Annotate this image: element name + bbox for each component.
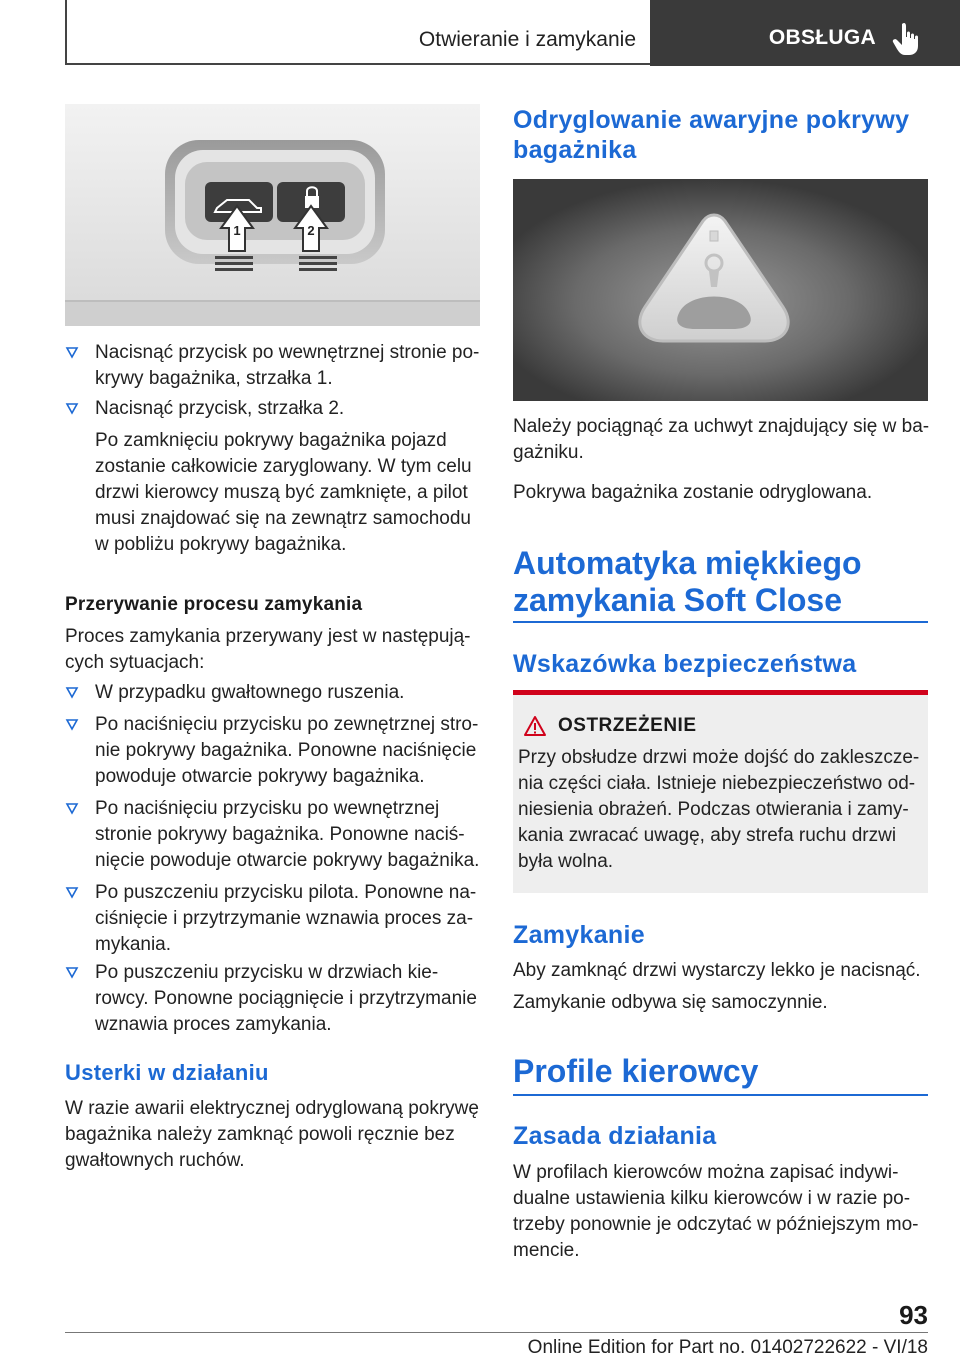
triangle-bullet-icon: [65, 345, 79, 361]
list-item-line: Po puszczeniu przycisku pilota. Ponowne na-: [95, 882, 477, 903]
list-item-line: powoduje otwarcie pokrywy bagażnika.: [95, 766, 425, 787]
list-item-line: W przypadku gwałtownego ruszenia.: [95, 682, 405, 703]
list-item-line: rowcy. Ponowne pociągnięcie i przytrzymanie: [95, 988, 477, 1009]
warning-line: kania zwracać uwagę, aby strefa ruchu drzwi: [518, 825, 897, 846]
footer-rule: [65, 1332, 928, 1333]
emergency-heading-line: Odryglowanie awaryjne pokrywy: [513, 106, 910, 134]
list-item-line: mykania.: [95, 934, 172, 955]
principle-text-line: mencie.: [513, 1240, 580, 1261]
profiles-rule: [513, 1094, 928, 1096]
header-chapter-label: OBSŁUGA: [768, 26, 876, 49]
list-item-line: Nacisnąć przycisk, strzałka 2.: [95, 398, 345, 419]
warning-line: Przy obsłudze drzwi może dojść do zakleszcze-: [518, 747, 920, 768]
principle-heading: Zasada działania: [513, 1122, 717, 1150]
list-item-line: Po naciśnięciu przycisku po wewnętrznej: [95, 798, 440, 819]
hand-pointer-icon: [892, 22, 922, 56]
footer-edition: Online Edition for Part no. 01402722622 - VI/18: [527, 1337, 928, 1358]
principle-text-line: dualne ustawienia kilku kierowców i w razie po-: [513, 1188, 911, 1209]
header-bottom-rule: [65, 63, 650, 65]
safety-heading: Wskazówka bezpieczeństwa: [513, 650, 857, 678]
emergency-release-handle-figure: [513, 179, 928, 401]
warning-line: nia części ciała. Istnieje niebezpieczeństwo od-: [518, 773, 916, 794]
list-item-line: Nacisnąć przycisk po wewnętrznej stronie po-: [95, 342, 480, 363]
interrupt-intro-line: Proces zamykania przerywany jest w następują-: [65, 626, 471, 647]
triangle-bullet-icon: [65, 801, 79, 817]
triangle-bullet-icon: [65, 965, 79, 981]
softclose-heading-line: Automatyka miękkiego: [513, 545, 862, 581]
interrupt-intro-line: cych sytuacjach:: [65, 652, 205, 673]
principle-text-line: trzeby ponownie je odczytać w późniejszym mo-: [513, 1214, 919, 1235]
malfunction-text-line: gwałtownych ruchów.: [65, 1150, 245, 1171]
malfunction-text-line: bagażnika należy zamknąć powoli ręcznie bez: [65, 1124, 455, 1145]
warning-box: [513, 690, 928, 893]
page-number: 93: [899, 1300, 928, 1330]
emergency-text-line: Należy pociągnąć za uchwyt znajdujący się w ba-: [513, 416, 930, 437]
list-item-line: wznawia proces zamykania.: [95, 1014, 332, 1035]
list-item-line: krywy bagażnika, strzałka 1.: [95, 368, 333, 389]
closing-text: Aby zamknąć drzwi wystarczy lekko je nacisnąć.: [513, 960, 921, 981]
warning-topbar: [513, 690, 928, 695]
list-item-line: nie pokrywy bagażnika. Ponowne naciśnięcie: [95, 740, 477, 761]
list-item-line: Po zamknięciu pokrywy bagażnika pojazd: [95, 430, 447, 451]
warning-text: [518, 745, 926, 875]
malfunction-heading: Usterki w działaniu: [65, 1060, 269, 1085]
header-chapter-tab: [650, 0, 960, 66]
malfunction-text-line: W razie awarii elektrycznej odryglowaną pokrywę: [65, 1098, 479, 1119]
list-item-line: drzwi kierowcy muszą być zamknięte, a pilot: [95, 482, 468, 503]
triangle-bullet-icon: [65, 401, 79, 417]
softclose-heading-line: zamykania Soft Close: [513, 582, 842, 618]
closing-heading: Zamykanie: [513, 921, 645, 949]
trunk-buttons-figure: [65, 104, 480, 326]
principle-text-line: W profilach kierowców można zapisać indywi-: [513, 1162, 899, 1183]
triangle-bullet-icon: [65, 885, 79, 901]
warning-line: była wolna.: [518, 851, 614, 872]
emergency-text-line: Pokrywa bagażnika zostanie odryglowana.: [513, 482, 873, 503]
emergency-text-line: gażniku.: [513, 442, 584, 463]
header-section-title: Otwieranie i zamykanie: [418, 28, 636, 51]
list-item-line: zostanie całkowicie zaryglowany. W tym celu: [95, 456, 472, 477]
list-item-line: musi znajdować się na zewnątrz samochodu: [95, 508, 471, 529]
figure-arrow-label-1: 1: [233, 223, 241, 238]
triangle-bullet-icon: [65, 685, 79, 701]
warning-triangle-icon: [523, 715, 547, 737]
list-item-line: w pobliżu pokrywy bagażnika.: [95, 534, 347, 555]
profiles-heading: Profile kierowcy: [513, 1053, 759, 1089]
list-item-line: stronie pokrywy bagażnika. Ponowne naciś-: [95, 824, 465, 845]
list-item-line: Po puszczeniu przycisku w drzwiach kie-: [95, 962, 439, 983]
header-left-rule: [65, 0, 67, 64]
emergency-heading-line: bagażnika: [513, 136, 637, 164]
list-item-line: Po naciśnięciu przycisku po zewnętrznej stro-: [95, 714, 479, 735]
figure-arrow-label-2: 2: [307, 223, 315, 238]
triangle-bullet-icon: [65, 717, 79, 733]
warning-line: niesienia obrażeń. Podczas otwierania i zamy-: [518, 799, 909, 820]
list-item-line: nięcie powoduje otwarcie pokrywy bagażnika.: [95, 850, 480, 871]
interrupt-heading: Przerywanie procesu zamykania: [65, 594, 363, 615]
list-item-line: ciśnięcie i przytrzymanie wznawia proces za-: [95, 908, 474, 929]
warning-title: OSTRZEŻENIE: [558, 715, 697, 736]
closing-text: Zamykanie odbywa się samoczynnie.: [513, 992, 828, 1013]
softclose-rule: [513, 621, 928, 623]
